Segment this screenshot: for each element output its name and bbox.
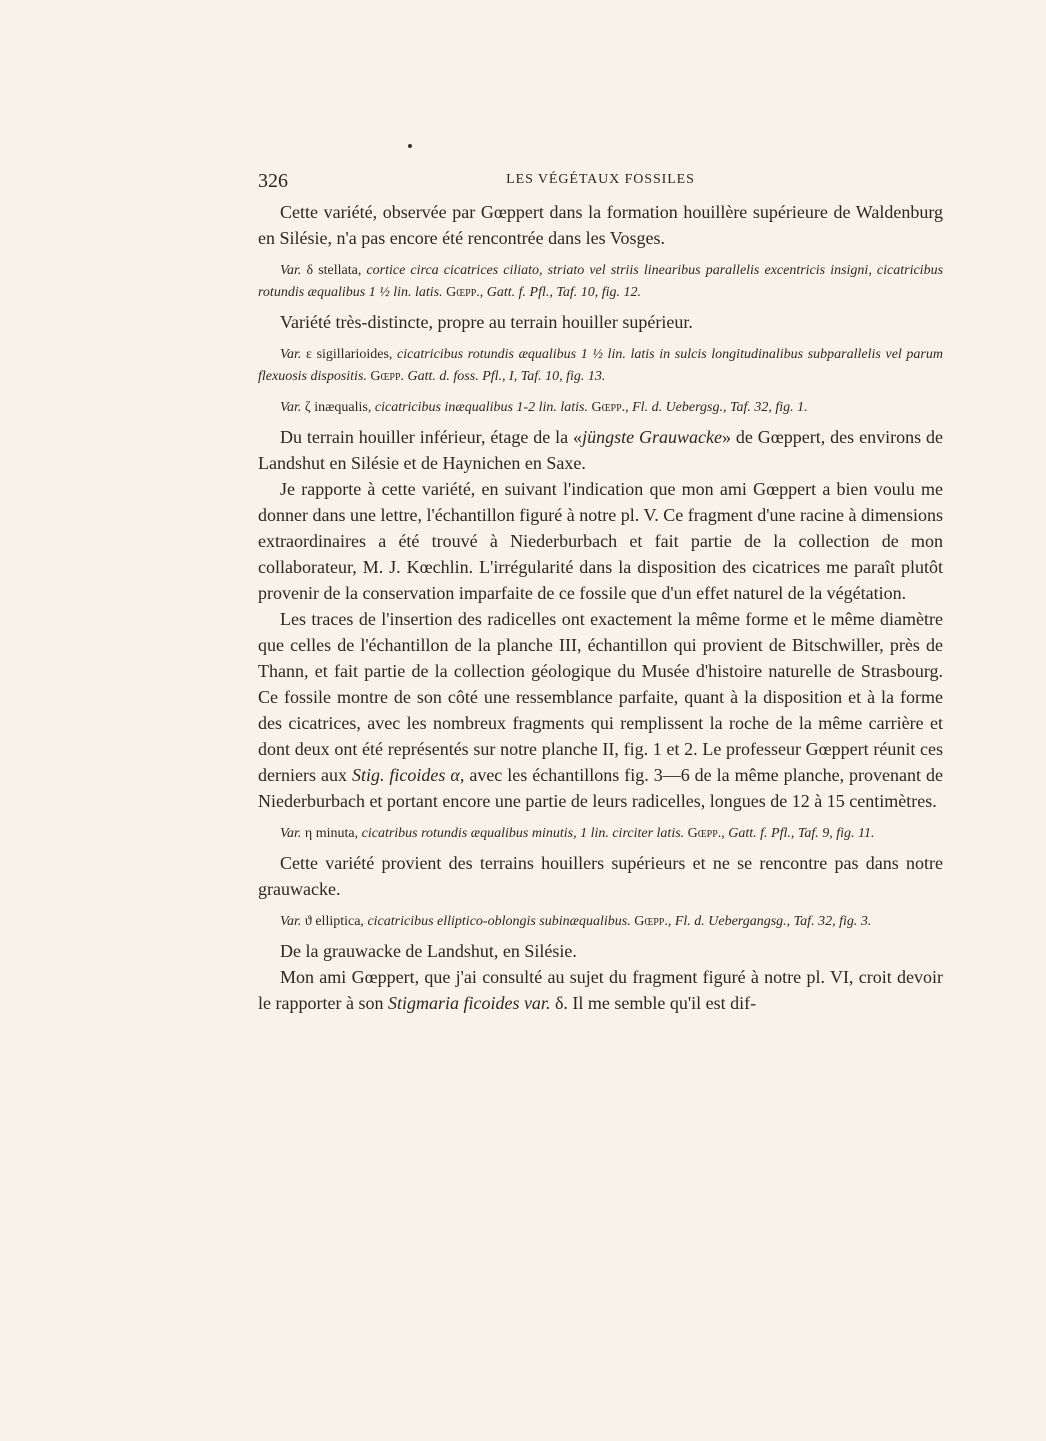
paragraph-minuta-note: Cette variété provient des terrains houillers supérieurs et ne se rencontre pas dans notre grauwacke.	[258, 853, 943, 899]
paragraph-waldenburg: Cette variété, observée par Gœppert dans la formation houillère supérieure de Waldenburg en Silésie, n'a pas encore été rencontrée dans les Vosges.	[258, 202, 943, 248]
page-number: 326	[258, 170, 288, 192]
variety-zeta-inaequalis	[258, 397, 943, 419]
variety-reference: Gatt. f. Pfl., Taf. 9, fig. 11.	[728, 826, 875, 841]
variety-diagnosis: cicatricibus inæqualibus 1-2 lin. latis.	[374, 400, 588, 415]
variety-reference: Gatt. d. foss. Pfl., I, Taf. 10, fig. 13.	[407, 369, 606, 384]
variety-name: ϑ elliptica,	[304, 914, 364, 929]
print-speck	[408, 144, 412, 148]
italic-term: Stigmaria ficoides var.	[387, 993, 551, 1013]
variety-label: Var.	[280, 400, 302, 415]
variety-label: Var.	[280, 347, 302, 362]
variety-diagnosis: cicatricibus rotundis æqualibus 1 ½ lin. latis in sulcis longitudinalibus subparallelis vel parum flexuosis dispositis.	[258, 347, 943, 384]
variety-name: ε sigillarioides,	[306, 347, 393, 362]
paragraph-plate-v: Je rapporte à cette variété, en suivant l'indication que mon ami Gœppert a bien voulu me donner dans une lettre, l'échantillon figuré à notre pl. V. Ce fragment d'une racine à dimensions extraordinaires a été trouvé à Niederburbach et fait partie de la collection de mon collaborateur, M. J. Kœchlin. L'irrégularité dans la disposition des cicatrices me paraît plutôt provenir de la conservation imparfaite de ce fossile que d'un effet naturel de la végétation.	[258, 479, 943, 603]
variety-author: Gœpp.,	[591, 400, 629, 415]
variety-epsilon-sigillarioides	[258, 344, 943, 388]
variety-author: Gœpp.	[370, 369, 405, 384]
text-run: » de Gœppert, des environs de Landshut en Silésie et de Haynichen en Saxe.	[258, 427, 943, 473]
variety-author: Gœpp.,	[687, 826, 725, 841]
variety-name: δ stellata,	[306, 263, 362, 278]
paragraph-stellata-note: Variété très-distincte, propre au terrain houiller supérieur.	[280, 312, 693, 332]
variety-eta-minuta	[258, 823, 943, 845]
variety-label: Var.	[280, 914, 302, 929]
variety-theta-elliptica	[258, 911, 943, 933]
paragraph-radicelles	[258, 606, 943, 814]
page-header	[258, 170, 943, 192]
variety-reference: Gatt. f. Pfl., Taf. 10, fig. 12.	[486, 285, 642, 300]
text-run: Mon ami Gœppert, que j'ai consulté au sujet du fragment figuré à notre pl. VI, croit devoir le rapporter à son	[258, 967, 943, 1013]
variety-delta-stellata	[258, 260, 943, 304]
running-title: LES VÉGÉTAUX FOSSILES	[506, 172, 695, 187]
variety-diagnosis: cicatricibus elliptico-oblongis subinæqualibus.	[367, 914, 631, 929]
variety-diagnosis: cortice circa cicatrices ciliato, striato vel striis linearibus parallelis excentricis insigni, cicatricibus rotundis æqualibus 1 ½ lin. latis.	[258, 263, 944, 300]
variety-author: Gœpp.,	[634, 914, 672, 929]
text-run: Les traces de l'insertion des radicelles ont exactement la même forme et le même diamètre que celles de l'échantillon de la planche III, échantillon qui provient de Bitschwiller, près de Thann, et fait partie de la collection géologique du Musée d'histoire naturelle de Strasbourg. Ce fossile montre de son côté une ressemblance parfaite, quant à la disposition et à la forme des cicatrices, avec les nombreux fragments qui remplissent la roche de la même carrière et dont deux ont été représentés sur notre planche II, fig. 1 et 2. Le professeur Gœppert réunit ces derniers aux	[258, 609, 943, 785]
page-body	[258, 199, 943, 1016]
variety-name: ζ inæqualis,	[304, 400, 372, 415]
text-run: , avec les échantillons fig. 3—6 de la même planche, provenant de Niederburbach et portant encore une partie de leurs radicelles, longues de 12 à 15 centimètres.	[258, 765, 943, 811]
variety-diagnosis: cicatribus rotundis æqualibus minutis, 1 lin. circiter latis.	[361, 826, 685, 841]
variety-label: Var.	[280, 826, 302, 841]
text-run: δ. Il me semble qu'il est dif-	[554, 993, 757, 1013]
paragraph-grauwacke-landshut: De la grauwacke de Landshut, en Silésie.	[280, 941, 577, 961]
paragraph-landshut-origin	[258, 424, 943, 476]
italic-term: Stig. ficoides α	[351, 765, 460, 785]
variety-author: Gœpp.,	[446, 285, 484, 300]
italic-term: jüngste Grauwacke	[582, 427, 722, 447]
paragraph-plate-vi	[258, 964, 943, 1016]
variety-reference: Fl. d. Uebergangsg., Taf. 32, fig. 3.	[674, 914, 872, 929]
text-run: Du terrain houiller inférieur, étage de la «	[280, 427, 583, 447]
variety-reference: Fl. d. Uebergsg., Taf. 32, fig. 1.	[632, 400, 808, 415]
variety-label: Var.	[280, 263, 302, 278]
variety-name: η minuta,	[304, 826, 359, 841]
